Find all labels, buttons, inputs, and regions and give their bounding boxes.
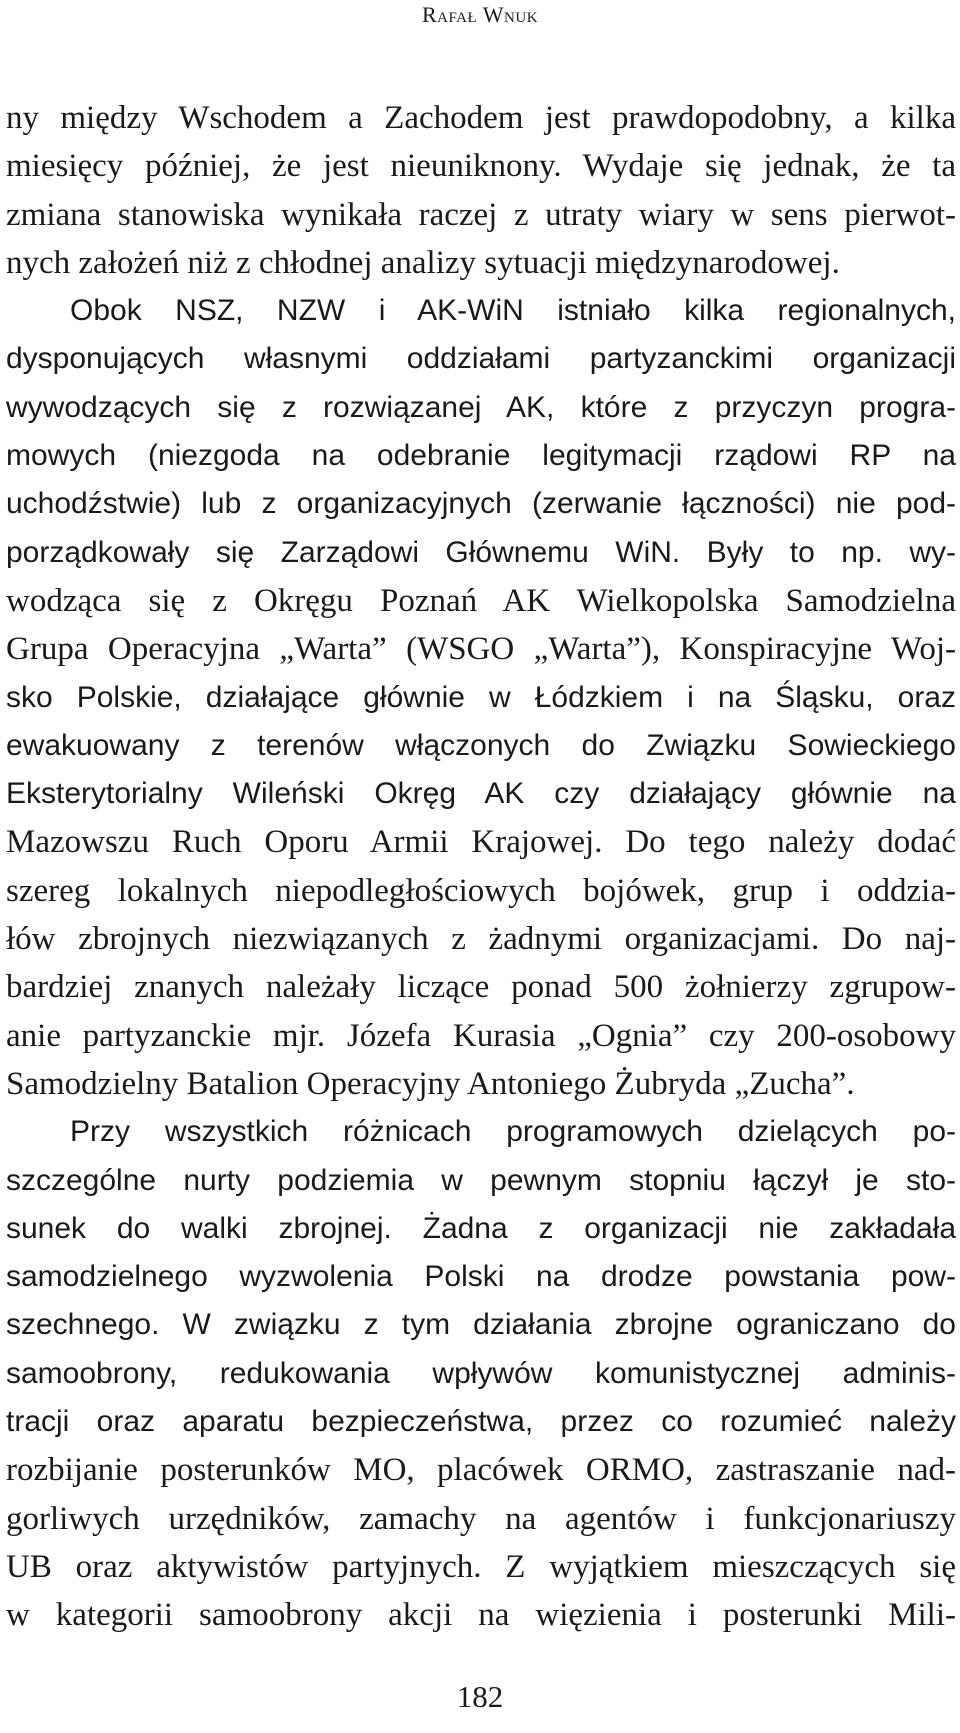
text-line: gorliwych urzędników, zamachy na agentów i funkcjonariuszy <box>6 1500 956 1537</box>
text-line: rozbijanie posterunków MO, placówek ORMO, zastraszanie nad- <box>6 1452 956 1489</box>
page-number: 182 <box>456 1679 504 1714</box>
text-line: bardziej znanych należały liczące ponad 500 żołnierzy zgrupow- <box>6 969 956 1006</box>
running-head: Rafał Wnuk <box>421 2 539 27</box>
text-line: Eksterytorialny Wileński Okręg AK czy działający głównie na <box>6 777 956 811</box>
text-line: mowych (niezgoda na odebranie legitymacji rządowi RP na <box>6 439 956 473</box>
text-line: anie partyzanckie mjr. Józefa Kurasia „Ognia” czy 200-osobowy <box>6 1017 956 1054</box>
text-line: Obok NSZ, NZW i AK-WiN istniało kilka regionalnych, <box>70 294 956 328</box>
body-text <box>6 94 956 1640</box>
text-line: nych założeń niż z chłodnej analizy sytuacji międzynarodowej. <box>6 244 840 281</box>
text-line: w kategorii samoobrony akcji na więzienia i posterunki Mili- <box>6 1597 956 1634</box>
text-line: dysponujących własnymi oddziałami partyzanckimi organizacji <box>6 342 956 376</box>
text-line: szereg lokalnych niepodległościowych bojówek, grup i oddzia- <box>6 872 956 909</box>
text-line: Grupa Operacyjna „Warta” (WSGO „Warta”), Konspiracyjne Woj- <box>6 631 956 668</box>
text-line: Mazowszu Ruch Oporu Armii Krajowej. Do tego należy dodać <box>6 824 956 861</box>
text-line: ewakuowany z terenów włączonych do Związku Sowieckiego <box>6 728 956 762</box>
text-line: łów zbrojnych niezwiązanych z żadnymi organizacjami. Do naj- <box>6 921 956 958</box>
text-line: UB oraz aktywistów partyjnych. Z wyjątkiem mieszczących się <box>6 1548 956 1585</box>
text-line: uchodźstwie) lub z organizacyjnych (zerwanie łączności) nie pod- <box>6 487 956 521</box>
text-line: szczególne nurty podziemia w pewnym stopniu łączył je sto- <box>6 1163 956 1197</box>
text-line: zmiana stanowiska wynikała raczej z utraty wiary w sens pierwot- <box>6 196 956 233</box>
text-line: samodzielnego wyzwolenia Polski na drodze powstania pow- <box>6 1260 956 1294</box>
text-line: tracji oraz aparatu bezpieczeństwa, przez co rozumieć należy <box>6 1405 956 1439</box>
text-line: sko Polskie, działające głównie w Łódzkiem i na Śląsku, oraz <box>6 680 956 714</box>
text-line: miesięcy później, że jest nieuniknony. Wydaje się jednak, że ta <box>6 148 956 185</box>
text-line: Samodzielny Batalion Operacyjny Antoniego Żubryda „Zucha”. <box>6 1065 855 1102</box>
text-line: sunek do walki zbrojnej. Żadna z organizacji nie zakładała <box>6 1211 956 1245</box>
text-line: porządkowały się Zarządowi Głównemu WiN. Były to np. wy- <box>6 535 956 569</box>
text-line: wodząca się z Okręgu Poznań AK Wielkopolska Samodzielna <box>6 582 956 619</box>
text-line: ny między Wschodem a Zachodem jest prawdopodobny, a kilka <box>6 100 956 136</box>
text-line: wywodzących się z rozwiązanej AK, które z przyczyn progra- <box>6 390 956 424</box>
text-line: Przy wszystkich różnicach programowych dzielących po- <box>70 1115 956 1149</box>
text-line: szechnego. W związku z tym działania zbrojne ograniczano do <box>6 1308 956 1342</box>
text-line: samoobrony, redukowania wpływów komunistycznej adminis- <box>6 1356 956 1390</box>
